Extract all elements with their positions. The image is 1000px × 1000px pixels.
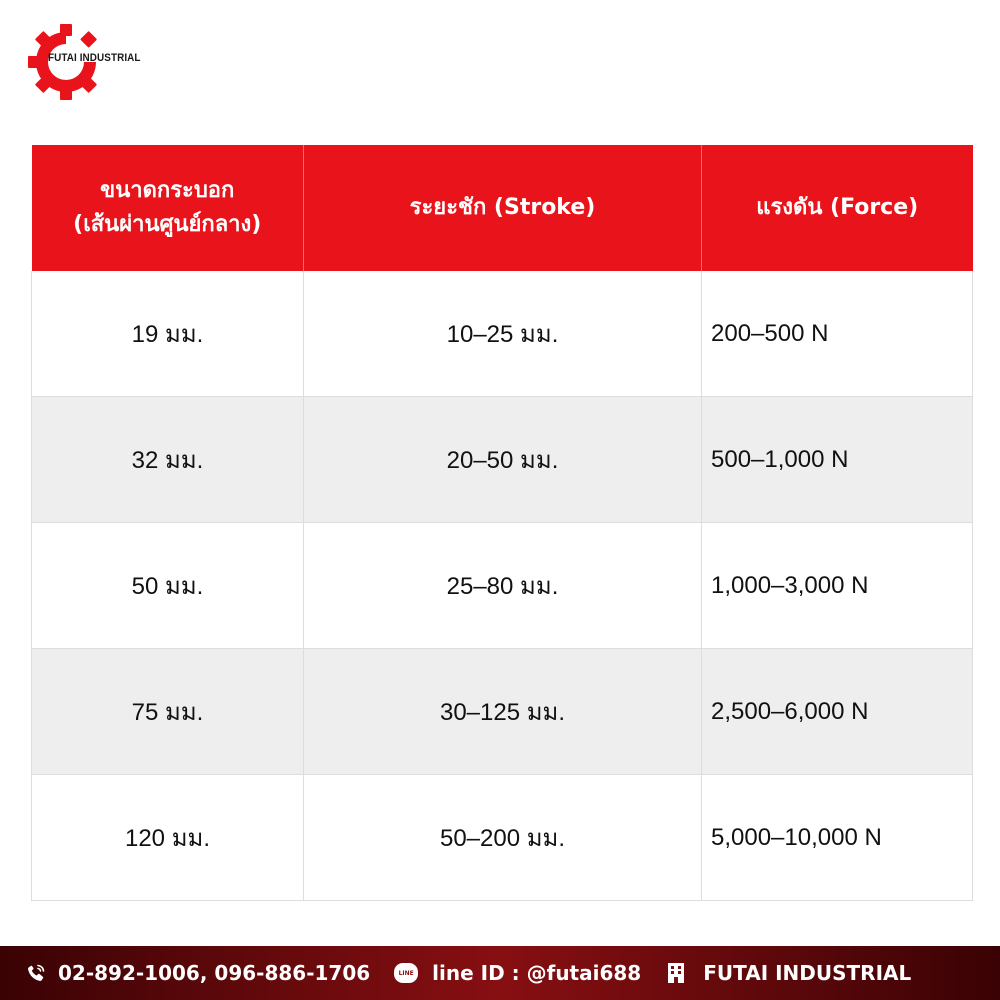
cell-force: 200–500 N: [702, 271, 973, 397]
cell-stroke: 50–200 มม.: [304, 775, 702, 901]
table-header-row: [32, 145, 973, 271]
phone-icon: [24, 961, 48, 985]
company-logo: [26, 22, 156, 102]
cell-bore: 120 มม.: [32, 775, 304, 901]
line-icon: [394, 963, 418, 983]
cell-bore: 32 มม.: [32, 397, 304, 523]
header-force-label: แรงดัน (Force): [756, 195, 919, 220]
header-force: [702, 145, 973, 271]
header-stroke: [304, 145, 702, 271]
phone-numbers[interactable]: 02-892-1006, 096-886-1706: [58, 961, 371, 985]
header-bore-size-label: ขนาดกระบอก (เส้นผ่านศูนย์กลาง): [73, 178, 262, 237]
line-icon-badge: LINE: [398, 969, 414, 977]
header-bore-size: [32, 145, 304, 271]
table-row: [32, 271, 973, 397]
cell-stroke: 30–125 มม.: [304, 649, 702, 775]
table-row: [32, 775, 973, 901]
cell-bore: 75 มม.: [32, 649, 304, 775]
building-icon: [667, 962, 685, 984]
contact-footer: [0, 946, 1000, 1000]
logo-text: FUTAI INDUSTRIAL: [48, 52, 141, 64]
header-stroke-label: ระยะชัก (Stroke): [409, 195, 596, 220]
cell-bore: 19 มม.: [32, 271, 304, 397]
cell-stroke: 20–50 มม.: [304, 397, 702, 523]
cell-force: 1,000–3,000 N: [702, 523, 973, 649]
table-row: [32, 397, 973, 523]
line-id[interactable]: line ID : @futai688: [432, 961, 642, 985]
cell-stroke: 25–80 มม.: [304, 523, 702, 649]
table-row: [32, 649, 973, 775]
cell-force: 2,500–6,000 N: [702, 649, 973, 775]
table-row: [32, 523, 973, 649]
company-name: FUTAI INDUSTRIAL: [703, 961, 912, 985]
specification-table: [31, 145, 973, 901]
cell-stroke: 10–25 มม.: [304, 271, 702, 397]
cell-bore: 50 มม.: [32, 523, 304, 649]
cell-force: 500–1,000 N: [702, 397, 973, 523]
cell-force: 5,000–10,000 N: [702, 775, 973, 901]
